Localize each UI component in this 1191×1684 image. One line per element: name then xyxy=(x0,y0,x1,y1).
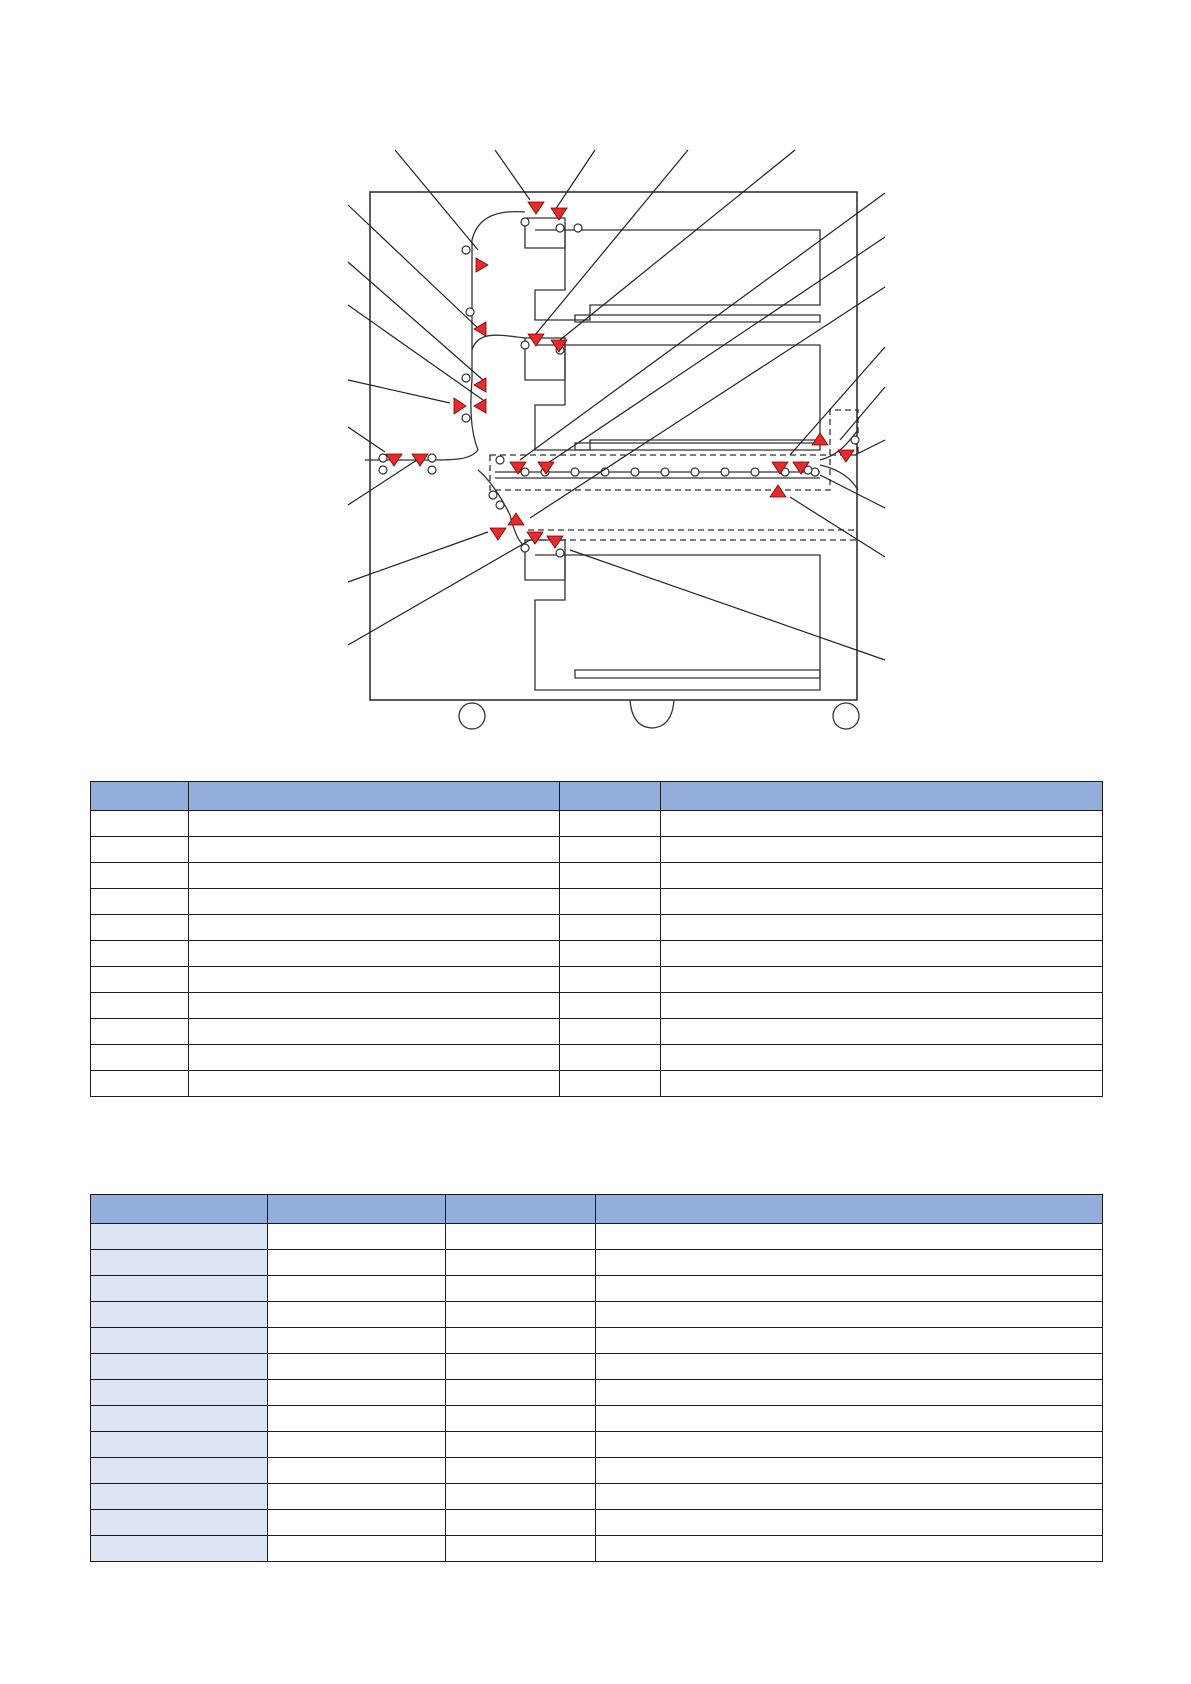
table-cell xyxy=(91,889,189,915)
table-header-row xyxy=(91,1195,1103,1224)
sensor-marker xyxy=(527,532,543,544)
table-cell xyxy=(91,1250,268,1276)
table-cell xyxy=(446,1406,596,1432)
header-cell xyxy=(596,1195,1103,1224)
table-cell xyxy=(446,1536,596,1562)
table-cell xyxy=(91,993,189,1019)
table-2 xyxy=(90,1194,1103,1562)
table-cell xyxy=(661,967,1103,993)
table-cell xyxy=(268,1224,446,1250)
header-cell xyxy=(661,782,1103,811)
table-row xyxy=(91,1484,1103,1510)
table-cell xyxy=(596,1536,1103,1562)
table-cell xyxy=(268,1276,446,1302)
sensor-markers xyxy=(386,202,854,548)
table-cell xyxy=(661,1045,1103,1071)
table-row xyxy=(91,1328,1103,1354)
cassette-1 xyxy=(535,230,820,320)
table-cell xyxy=(189,837,560,863)
table-cell xyxy=(268,1458,446,1484)
table-cell xyxy=(189,915,560,941)
table-cell xyxy=(446,1458,596,1484)
table-cell xyxy=(661,889,1103,915)
table-cell xyxy=(446,1328,596,1354)
table-row xyxy=(91,1071,1103,1097)
sensor-marker xyxy=(490,528,506,540)
table-cell xyxy=(91,1328,268,1354)
table-cell xyxy=(268,1536,446,1562)
header-cell xyxy=(91,782,189,811)
table-cell xyxy=(560,993,661,1019)
table-row xyxy=(91,837,1103,863)
header-cell xyxy=(91,1195,268,1224)
table-1 xyxy=(90,781,1103,1097)
table-row xyxy=(91,1510,1103,1536)
table-cell xyxy=(91,811,189,837)
table-row xyxy=(91,1224,1103,1250)
sensor-marker xyxy=(528,202,544,214)
table-row xyxy=(91,1380,1103,1406)
table-cell xyxy=(91,915,189,941)
table-row xyxy=(91,863,1103,889)
table-cell xyxy=(560,941,661,967)
table-cell xyxy=(596,1302,1103,1328)
table-cell xyxy=(560,1019,661,1045)
table-row xyxy=(91,993,1103,1019)
sensor-marker xyxy=(474,378,486,392)
table-cell xyxy=(596,1484,1103,1510)
table-cell xyxy=(91,1071,189,1097)
table-cell xyxy=(268,1406,446,1432)
table-cell xyxy=(446,1510,596,1536)
caster-left xyxy=(459,703,485,729)
sensor-marker xyxy=(770,485,786,497)
center-foot xyxy=(630,700,674,728)
table-cell xyxy=(91,1045,189,1071)
table-cell xyxy=(596,1510,1103,1536)
caster-right xyxy=(833,703,859,729)
header-cell xyxy=(560,782,661,811)
table-cell xyxy=(91,1276,268,1302)
header-cell xyxy=(268,1195,446,1224)
table-cell xyxy=(91,863,189,889)
table-cell xyxy=(268,1380,446,1406)
table-row xyxy=(91,1458,1103,1484)
table-cell xyxy=(91,837,189,863)
table-cell xyxy=(596,1224,1103,1250)
table-cell xyxy=(661,993,1103,1019)
table-cell xyxy=(596,1380,1103,1406)
table-cell xyxy=(91,1019,189,1045)
table-cell xyxy=(446,1484,596,1510)
table-cell xyxy=(189,889,560,915)
table-cell xyxy=(189,967,560,993)
table-cell xyxy=(596,1276,1103,1302)
paper-feeder-diagram xyxy=(0,0,1191,740)
table-cell xyxy=(446,1224,596,1250)
table-cell xyxy=(91,1484,268,1510)
table-row xyxy=(91,1302,1103,1328)
table-cell xyxy=(596,1328,1103,1354)
table-cell xyxy=(661,1019,1103,1045)
table-cell xyxy=(661,811,1103,837)
table-cell xyxy=(596,1432,1103,1458)
table-cell xyxy=(560,1045,661,1071)
table-cell xyxy=(596,1250,1103,1276)
sensor-marker xyxy=(474,322,486,336)
table-row xyxy=(91,1019,1103,1045)
table-cell xyxy=(560,837,661,863)
header-cell xyxy=(446,1195,596,1224)
table-cell xyxy=(560,811,661,837)
table-cell xyxy=(189,941,560,967)
table-cell xyxy=(661,941,1103,967)
table-cell xyxy=(268,1302,446,1328)
table-cell xyxy=(189,1071,560,1097)
table-cell xyxy=(268,1354,446,1380)
table-row xyxy=(91,941,1103,967)
table-row xyxy=(91,1536,1103,1562)
table-cell xyxy=(661,915,1103,941)
table-row xyxy=(91,1432,1103,1458)
table-cell xyxy=(91,1458,268,1484)
table-cell xyxy=(91,1536,268,1562)
table-row xyxy=(91,1276,1103,1302)
table-cell xyxy=(446,1276,596,1302)
table-cell xyxy=(596,1354,1103,1380)
table-cell xyxy=(91,1380,268,1406)
table-cell xyxy=(446,1250,596,1276)
cabinet-outline xyxy=(370,192,857,700)
table-cell xyxy=(560,915,661,941)
table-cell xyxy=(596,1458,1103,1484)
cassette-2 xyxy=(535,345,820,450)
table-cell xyxy=(446,1302,596,1328)
table-cell xyxy=(596,1406,1103,1432)
table-cell xyxy=(661,837,1103,863)
table-header-row xyxy=(91,782,1103,811)
leader-lines xyxy=(348,150,885,660)
table-cell xyxy=(268,1250,446,1276)
table-cell xyxy=(91,1302,268,1328)
table-cell xyxy=(446,1380,596,1406)
sensor-marker xyxy=(838,450,854,462)
table-row xyxy=(91,1406,1103,1432)
table-cell xyxy=(560,889,661,915)
table-cell xyxy=(661,863,1103,889)
table-cell xyxy=(560,967,661,993)
table-cell xyxy=(189,1019,560,1045)
table-cell xyxy=(446,1432,596,1458)
sensor-marker xyxy=(454,398,466,414)
table-cell xyxy=(91,1224,268,1250)
sensor-marker xyxy=(528,334,544,346)
table-cell xyxy=(268,1484,446,1510)
table-cell xyxy=(189,811,560,837)
table-row xyxy=(91,889,1103,915)
table-cell xyxy=(189,1045,560,1071)
table-cell xyxy=(560,863,661,889)
table-row xyxy=(91,915,1103,941)
table-row xyxy=(91,811,1103,837)
table-cell xyxy=(91,1354,268,1380)
table-cell xyxy=(91,967,189,993)
table-cell xyxy=(91,1406,268,1432)
header-cell xyxy=(189,782,560,811)
sensor-marker xyxy=(476,258,488,272)
table-cell xyxy=(91,1432,268,1458)
table-cell xyxy=(560,1071,661,1097)
sensor-marker xyxy=(812,433,828,445)
table-row xyxy=(91,1250,1103,1276)
table-cell xyxy=(268,1328,446,1354)
table-row xyxy=(91,1045,1103,1071)
table-cell xyxy=(189,993,560,1019)
sensor-marker xyxy=(547,536,563,548)
table-cell xyxy=(661,1071,1103,1097)
sensor-marker xyxy=(474,399,486,413)
table-cell xyxy=(189,863,560,889)
table-cell xyxy=(91,941,189,967)
table-row xyxy=(91,967,1103,993)
table-cell xyxy=(446,1354,596,1380)
table-cell xyxy=(268,1432,446,1458)
table-row xyxy=(91,1354,1103,1380)
table-cell xyxy=(268,1510,446,1536)
table-cell xyxy=(91,1510,268,1536)
